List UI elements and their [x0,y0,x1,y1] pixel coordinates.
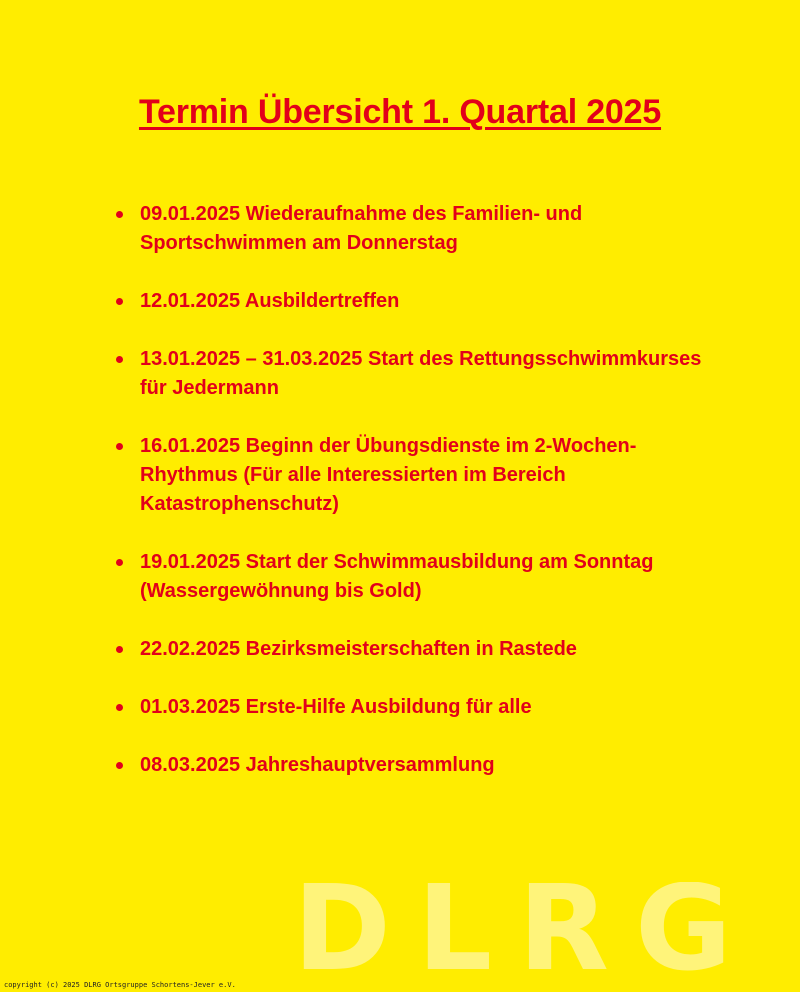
list-item [116,432,716,519]
event-text: 22.02.2025 Bezirksmeisterschaften in Rastede [140,638,577,660]
list-item [116,345,716,403]
bullet-icon [116,646,123,653]
bullet-icon [116,211,123,218]
list-item [116,635,716,664]
dlrg-watermark-logo: DLRG [293,882,758,974]
list-item [116,548,716,606]
list-item [116,751,716,780]
bullet-icon [116,356,123,363]
list-item [116,693,716,722]
bullet-icon [116,298,123,305]
bullet-icon [116,443,123,450]
bullet-icon [116,559,123,566]
event-text: 08.03.2025 Jahreshauptversammlung [140,754,495,776]
list-item [116,287,716,316]
page-title: Termin Übersicht 1. Quartal 2025 [138,93,662,131]
event-text: 09.01.2025 Wiederaufnahme des Familien- und Sportschwimmen am Donnerstag [140,203,583,254]
list-item [116,200,716,258]
event-text: 13.01.2025 – 31.03.2025 Start des Rettungsschwimmkurses für Jedermann [140,348,702,399]
event-text: 19.01.2025 Start der Schwimmausbildung am Sonntag (Wassergewöhnung bis Gold) [140,551,654,602]
copyright-notice: copyright (c) 2025 DLRG Ortsgruppe Schortens-Jever e.V. [4,981,236,989]
event-text: 12.01.2025 Ausbildertreffen [140,290,400,312]
bullet-icon [116,704,123,711]
bullet-icon [116,762,123,769]
event-list [116,200,716,809]
event-text: 01.03.2025 Erste-Hilfe Ausbildung für alle [140,696,532,718]
event-text: 16.01.2025 Beginn der Übungsdienste im 2-Wochen-Rhythmus (Für alle Interessierten im Bereich Katastrophenschutz) [140,435,637,515]
